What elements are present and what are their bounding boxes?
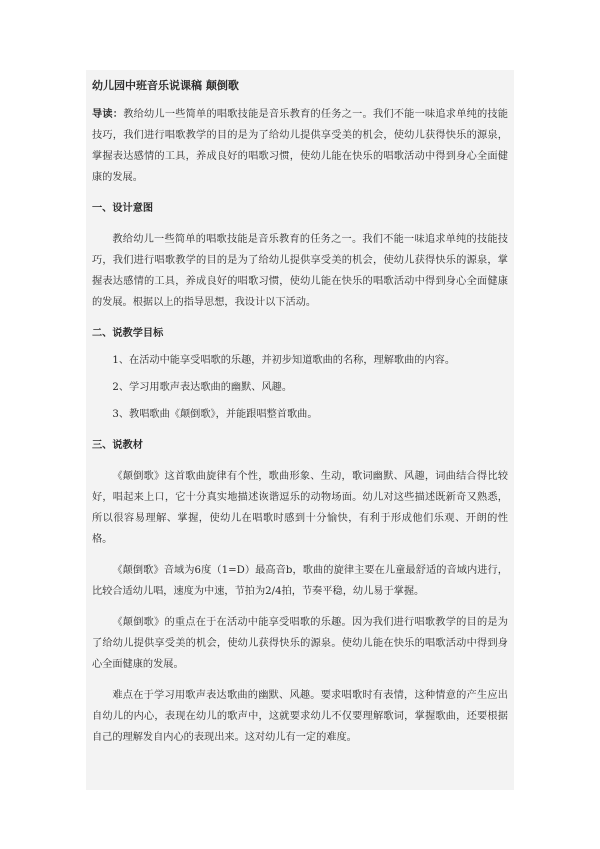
goal-item-3: 3、教唱歌曲《颠倒歌》，并能跟唱整首歌曲。 — [112, 409, 318, 420]
intro-paragraph — [92, 104, 508, 188]
goal-item-1: 1、在活动中能享受唱歌的乐趣，并初步知道歌曲的名称，理解歌曲的内容。 — [112, 355, 456, 366]
section-heading-goals: 二、说教学目标 — [92, 327, 164, 339]
intro-lead: 导读： — [92, 108, 124, 120]
section-paragraph-design: 教给幼儿一些简单的唱歌技能是音乐教育的任务之一。我们不能一味追求单纯的技能技巧，我们进行唱歌教学的目的是为了给幼儿提供享受美的机会，使幼儿获得快乐的源泉，掌握表达感情的工具，养成良好的唱歌习惯，使幼儿能在快乐的唱歌活动中得到身心全面健康的发展。根据以上的指导思想，我设计以下活动。 — [92, 234, 508, 308]
document-title: 幼儿园中班音乐说课稿 颠倒歌 — [92, 79, 239, 92]
material-paragraph-4: 难点在于学习用歌声表达歌曲的幽默、风趣。要求唱歌时有表情，这种情意的产生应出自幼儿的内心，表现在幼儿的歌声中，这就要求幼儿不仅要理解歌词，掌握歌曲，还要根据自己的理解发自内心的表现出来。这对幼儿有一定的难度。 — [92, 690, 508, 743]
material-paragraph-2: 《颠倒歌》音域为6度（1=D）最高音b，歌曲的旋律主要在儿童最舒适的音域内进行，比较合适幼儿唱，速度为中速，节拍为2/4拍，节奏平稳，幼儿易于掌握。 — [92, 565, 508, 597]
material-paragraph-1: 《颠倒歌》这首歌曲旋律有个性，歌曲形象、生动，歌词幽默、风趣，词曲结合得比较好，唱起来上口，它十分真实地描述诙谐逗乐的动物场面。幼儿对这些描述既新奇又熟悉，所以很容易理解、掌握，使幼儿在唱歌时感到十分愉快，有利于形成他们乐观、开朗的性格。 — [92, 471, 508, 545]
goal-item-2: 2、学习用歌声表达歌曲的幽默、风趣。 — [112, 382, 293, 393]
section-heading-material: 三、说教材 — [92, 439, 143, 451]
section-heading-design: 一、设计意图 — [92, 202, 154, 214]
material-paragraph-3: 《颠倒歌》的重点在于在活动中能享受唱歌的乐趣。因为我们进行唱歌教学的目的是为了给幼儿提供享受美的机会，使幼儿获得快乐的源泉。使幼儿能在快乐的唱歌活动中得到身心全面健康的发展。 — [92, 617, 508, 670]
intro-text: 教给幼儿一些简单的唱歌技能是音乐教育的任务之一。我们不能一味追求单纯的技能技巧，我们进行唱歌教学的目的是为了给幼儿提供享受美的机会，使幼儿获得快乐的源泉，掌握表达感情的工具，养成良好的唱歌习惯，使幼儿能在快乐的唱歌活动中得到身心全面健康的发展。 — [92, 109, 508, 183]
document-body — [86, 70, 514, 790]
